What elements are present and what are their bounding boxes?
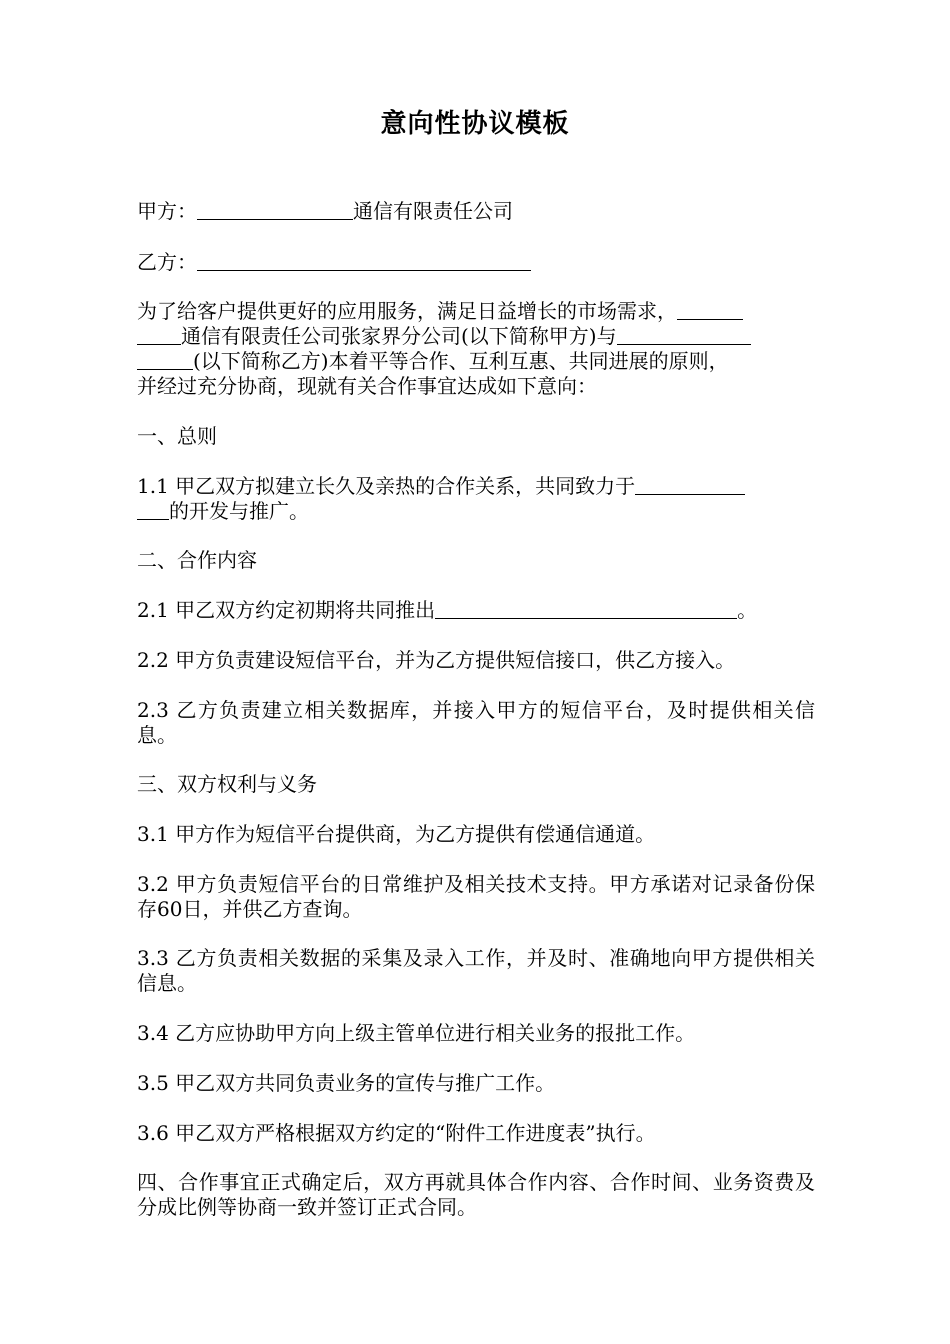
intro-line-2-text: 通信有限责任公司张家界分公司(以下简称甲方)与 <box>181 324 617 348</box>
party-b-blank <box>197 250 531 271</box>
party-a-blank <box>197 199 353 220</box>
clause-2-1-end: 。 <box>737 598 758 622</box>
clause-1-1-text: 1.1 甲乙双方拟建立长久及亲热的合作关系，共同致力于 <box>137 474 636 498</box>
party-a-suffix: 通信有限责任公司 <box>353 199 513 223</box>
intro-blank-3 <box>617 324 751 345</box>
intro-line-2 <box>137 324 815 349</box>
section-1-heading: 一、总则 <box>137 424 217 448</box>
intro-line-1-text: 为了给客户提供更好的应用服务，满足日益增长的市场需求， <box>137 299 677 323</box>
intro-blank-2 <box>137 324 181 345</box>
clause-2-1 <box>137 598 815 623</box>
intro-paragraph <box>137 299 815 399</box>
clause-2-3: 2.3 乙方负责建立相关数据库，并接入甲方的短信平台，及时提供相关信息。 <box>137 698 815 747</box>
clause-3-4: 3.4 乙方应协助甲方向上级主管单位进行相关业务的报批工作。 <box>137 1021 696 1045</box>
intro-line-1 <box>137 299 815 324</box>
intro-blank-4 <box>137 349 193 370</box>
clause-3-3: 3.3 乙方负责相关数据的采集及录入工作，并及时、准确地向甲方提供相关信息。 <box>137 946 815 995</box>
clause-1-1-line-1 <box>137 474 815 499</box>
section-4-paragraph: 四、合作事宜正式确定后，双方再就具体合作内容、合作时间、业务资费及分成比例等协商一致并签订正式合同。 <box>137 1170 815 1219</box>
clause-1-1-blank-2 <box>137 499 169 520</box>
intro-line-3-text: (以下简称乙方)本着平等合作、互利互惠、共同进展的原则， <box>193 349 729 373</box>
clause-1-1-end-text: 的开发与推广。 <box>169 499 309 523</box>
section-3-heading: 三、双方权利与义务 <box>137 772 317 796</box>
clause-1-1-blank <box>635 474 745 495</box>
party-a-label: 甲方： <box>137 199 197 223</box>
clause-2-1-blank <box>435 598 737 619</box>
clause-3-2: 3.2 甲方负责短信平台的日常维护及相关技术支持。甲方承诺对记录备份保存60日，并供乙方查询。 <box>137 872 815 921</box>
party-b-line <box>137 250 815 275</box>
intro-line-4 <box>137 374 815 399</box>
clause-3-1: 3.1 甲方作为短信平台提供商，为乙方提供有偿通信通道。 <box>137 822 656 846</box>
party-b-label: 乙方： <box>137 250 197 274</box>
intro-line-4-text: 并经过充分协商，现就有关合作事宜达成如下意向： <box>137 374 597 398</box>
clause-2-2: 2.2 甲方负责建设短信平台，并为乙方提供短信接口，供乙方接入。 <box>137 648 736 672</box>
party-a-line <box>137 199 815 224</box>
clause-3-6: 3.6 甲乙双方严格根据双方约定的“附件工作进度表”执行。 <box>137 1121 656 1145</box>
clause-3-5: 3.5 甲乙双方共同负责业务的宣传与推广工作。 <box>137 1071 556 1095</box>
clause-1-1 <box>137 474 815 524</box>
clause-2-1-text: 2.1 甲乙双方约定初期将共同推出 <box>137 598 436 622</box>
clause-1-1-line-2 <box>137 499 815 524</box>
document-title: 意向性协议模板 <box>380 109 570 139</box>
intro-blank-1 <box>677 299 743 320</box>
intro-line-3 <box>137 349 815 374</box>
section-2-heading: 二、合作内容 <box>137 548 257 572</box>
